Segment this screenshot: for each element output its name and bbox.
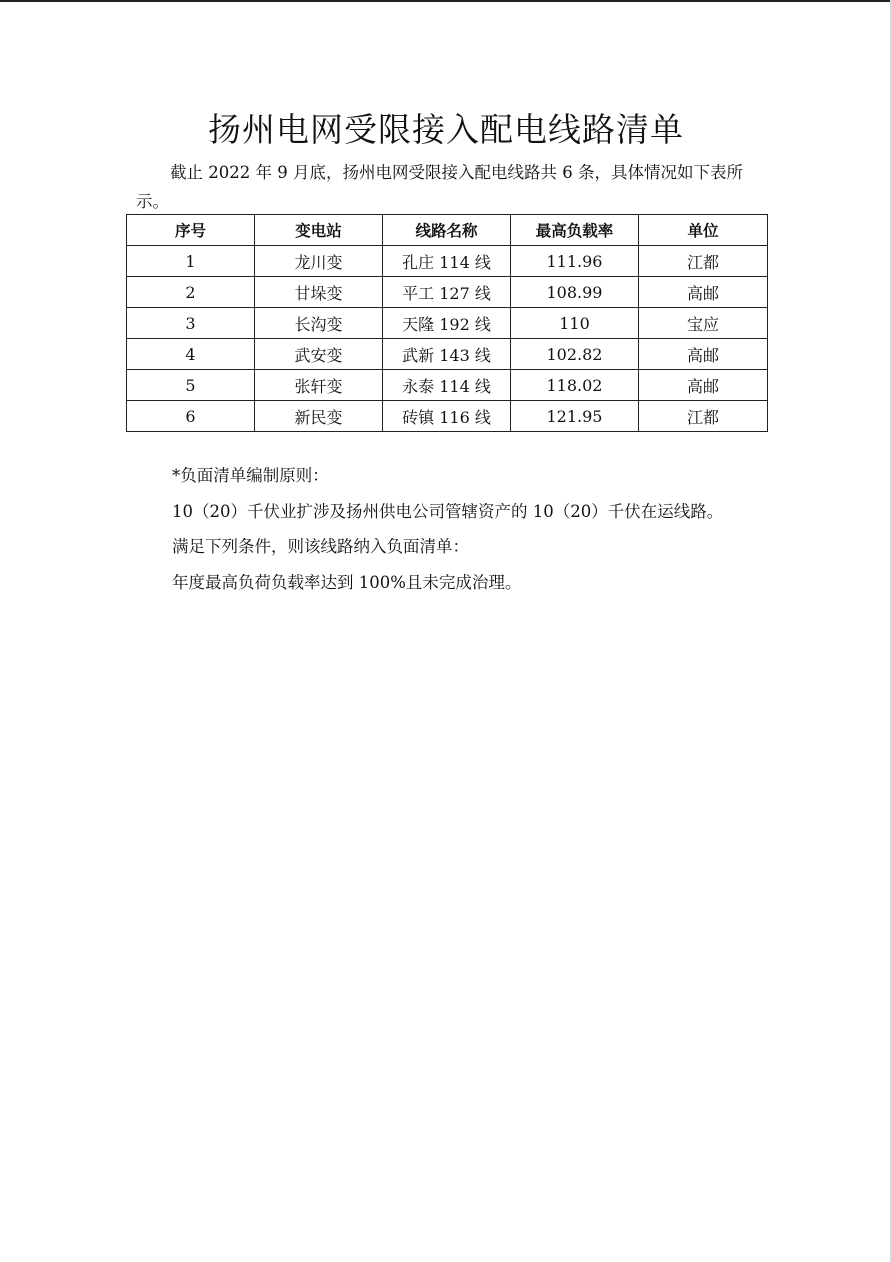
cell-max-load-rate: 111.96	[511, 246, 639, 277]
notes-line: 10（20）千伏业扩涉及扬州供电公司管辖资产的 10（20）千伏在运线路。	[172, 501, 724, 521]
cell-max-load-rate: 110	[511, 308, 639, 339]
cell-unit: 宝应	[639, 308, 768, 339]
cell-unit: 江都	[639, 401, 768, 432]
cell-index: 4	[127, 339, 255, 370]
notes-line: 满足下列条件，则该线路纳入负面清单：	[172, 537, 469, 556]
cell-max-load-rate: 102.82	[511, 339, 639, 370]
cell-substation: 长沟变	[255, 308, 383, 339]
cell-line-name: 天隆 192 线	[383, 308, 511, 339]
table-row	[127, 339, 768, 370]
header-substation: 变电站	[255, 215, 383, 246]
header-line-name: 线路名称	[383, 215, 511, 246]
notes-section	[172, 458, 792, 600]
cell-substation: 张轩变	[255, 370, 383, 401]
cell-index: 5	[127, 370, 255, 401]
cell-max-load-rate: 121.95	[511, 401, 639, 432]
table-row	[127, 246, 768, 277]
cell-unit: 高邮	[639, 277, 768, 308]
cell-unit: 高邮	[639, 370, 768, 401]
cell-substation: 武安变	[255, 339, 383, 370]
cell-line-name: 武新 143 线	[383, 339, 511, 370]
notes-heading: *负面清单编制原则：	[172, 466, 329, 485]
cell-index: 6	[127, 401, 255, 432]
cell-line-name: 平工 127 线	[383, 277, 511, 308]
cell-max-load-rate: 108.99	[511, 277, 639, 308]
table-row	[127, 401, 768, 432]
cell-index: 3	[127, 308, 255, 339]
header-max-load-rate: 最高负载率	[511, 215, 639, 246]
cell-max-load-rate: 118.02	[511, 370, 639, 401]
cell-index: 2	[127, 277, 255, 308]
cell-unit: 江都	[639, 246, 768, 277]
document-title: 扬州电网受限接入配电线路清单	[208, 110, 684, 149]
cell-line-name: 砖镇 116 线	[383, 401, 511, 432]
cell-line-name: 孔庄 114 线	[383, 246, 511, 277]
table-header-row	[127, 215, 768, 246]
cell-substation: 新民变	[255, 401, 383, 432]
intro-paragraph: 截止 2022 年 9 月底，扬州电网受限接入配电线路共 6 条，具体情况如下表所示。	[136, 163, 743, 211]
cell-unit: 高邮	[639, 339, 768, 370]
cell-line-name: 永泰 114 线	[383, 370, 511, 401]
header-index: 序号	[127, 215, 255, 246]
notes-line: 年度最高负荷负载率达到 100%且未完成治理。	[172, 572, 522, 592]
table-row	[127, 370, 768, 401]
restricted-lines-table	[126, 214, 768, 432]
cell-index: 1	[127, 246, 255, 277]
page-top-border	[0, 0, 892, 2]
table-row	[127, 308, 768, 339]
cell-substation: 龙川变	[255, 246, 383, 277]
table-row	[127, 277, 768, 308]
header-unit: 单位	[639, 215, 768, 246]
cell-substation: 甘垛变	[255, 277, 383, 308]
